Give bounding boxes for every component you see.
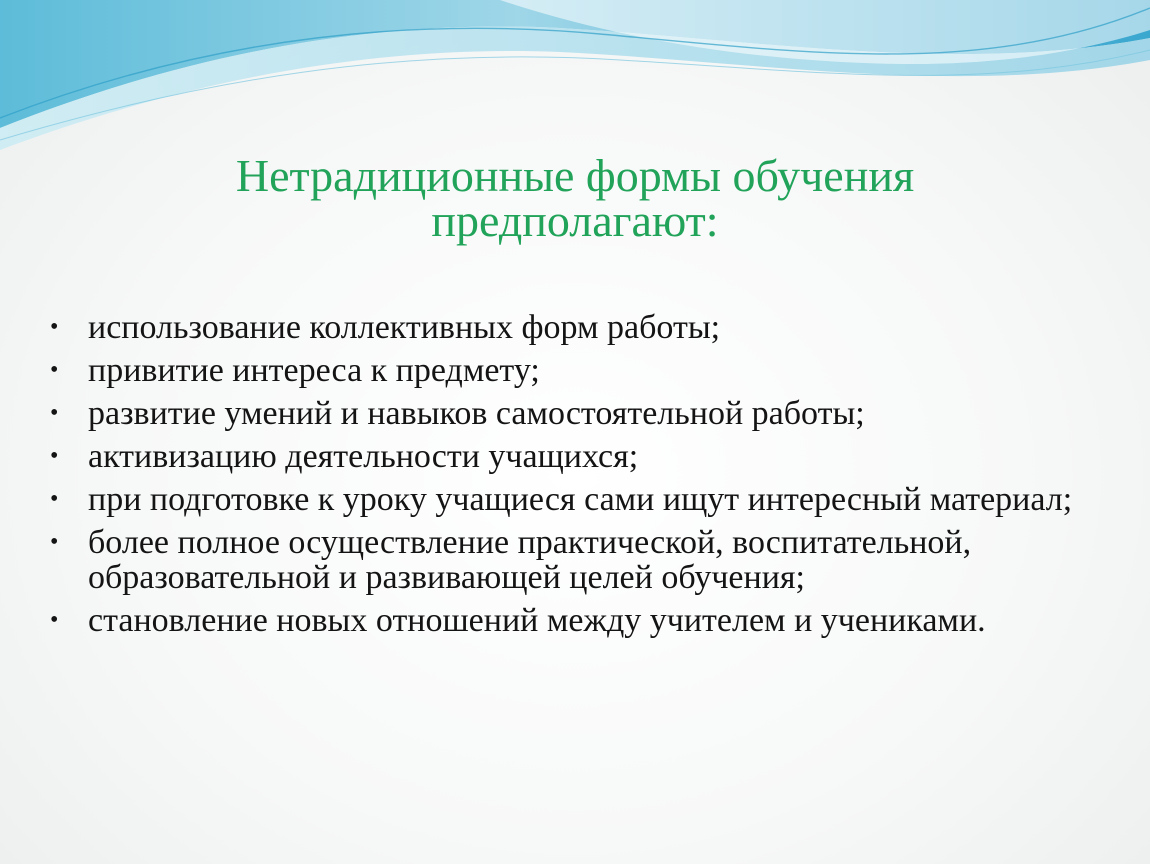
decorative-wave-header xyxy=(0,0,1150,150)
bullet-icon: • xyxy=(50,486,59,512)
bullet-list xyxy=(48,310,1118,646)
slide-title xyxy=(0,150,1150,246)
bullet-item xyxy=(48,396,1118,431)
bullet-icon: • xyxy=(50,400,59,426)
bullet-icon: • xyxy=(50,314,59,340)
bullet-item xyxy=(48,482,1118,517)
bullet-icon: • xyxy=(50,357,59,383)
bullet-text: при подготовке к уроку учащиеся сами ищут интересный материал; xyxy=(88,481,1073,518)
bullet-item xyxy=(48,439,1118,474)
bullet-text: привитие интереса к предмету; xyxy=(88,352,540,389)
bullet-text: развитие умений и навыков самостоятельной работы; xyxy=(88,395,865,432)
bullet-icon: • xyxy=(50,443,59,469)
bullet-icon: • xyxy=(50,529,59,555)
bullet-text: использование коллективных форм работы; xyxy=(88,309,721,346)
slide-title-line-2: предполагают: xyxy=(431,195,719,246)
bullet-icon: • xyxy=(50,607,59,633)
bullet-item xyxy=(48,525,1118,595)
slide-title-line-1: Нетрадиционные формы обучения xyxy=(235,150,915,201)
bullet-text: активизацию деятельности учащихся; xyxy=(88,438,639,475)
bullet-text: более полное осуществление практической, воспитательной, образовательной и развивающей целей обучения; xyxy=(88,524,972,596)
bullet-item xyxy=(48,353,1118,388)
bullet-item xyxy=(48,310,1118,345)
bullet-item xyxy=(48,603,1118,638)
bullet-text: становление новых отношений между учителем и учениками. xyxy=(88,602,986,639)
